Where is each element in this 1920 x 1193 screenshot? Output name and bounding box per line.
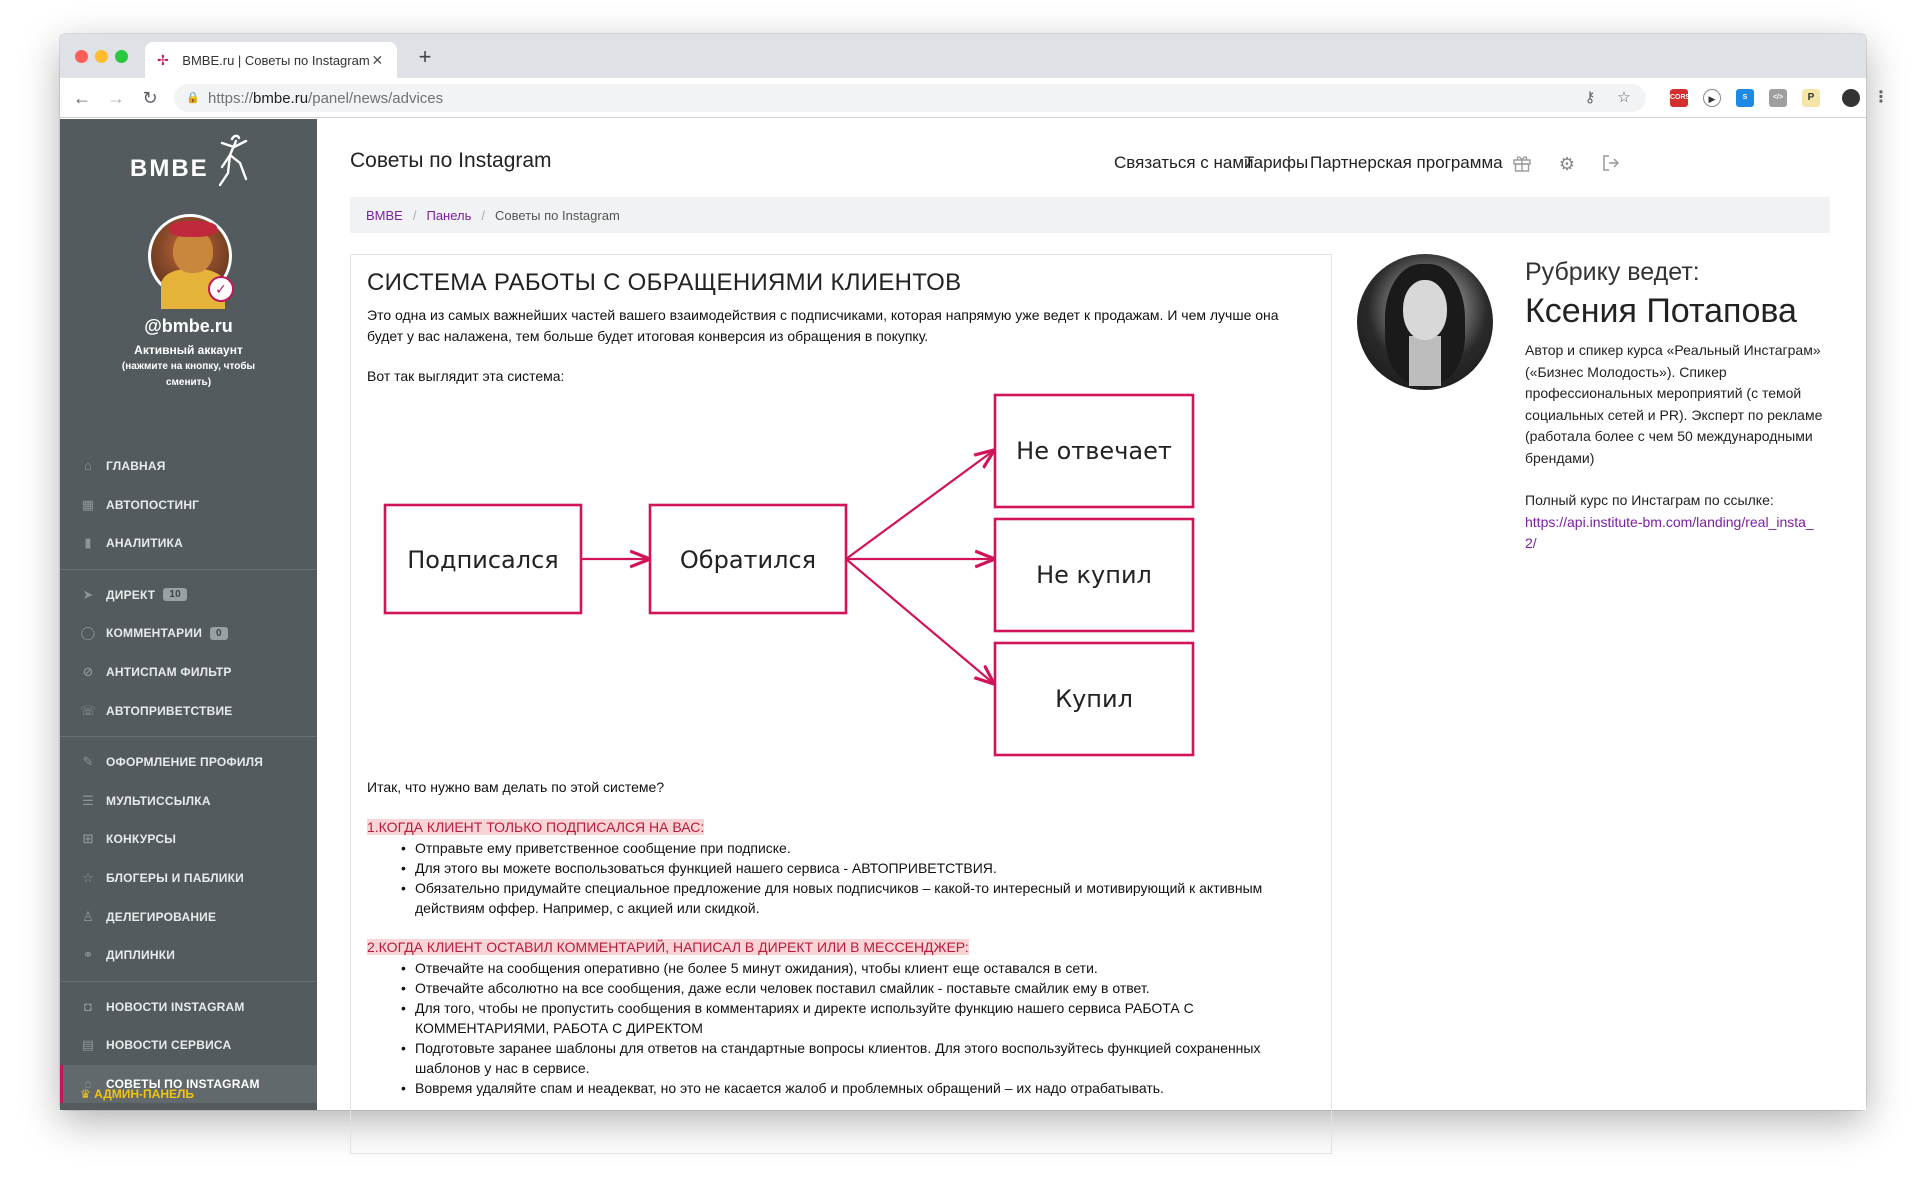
page	[60, 119, 1866, 1110]
arrow-to-no-answer	[846, 451, 993, 559]
node-contacted-label: Обратился	[679, 546, 817, 574]
count-badge: 10	[163, 588, 187, 601]
logout-icon[interactable]	[1600, 153, 1622, 175]
close-window-button[interactable]	[75, 50, 88, 63]
sidebar-item-label: КОММЕНТАРИИ	[106, 626, 203, 641]
account-username[interactable]: @bmbe.ru	[144, 316, 233, 336]
sidebar-item-news[interactable]	[60, 1026, 317, 1064]
sidebar-item-label: АНТИСПАМ ФИЛЬТР	[106, 665, 232, 679]
reload-icon[interactable]: ↻	[142, 88, 158, 108]
comment-icon: ◯	[80, 625, 96, 641]
account-status: Активный аккаунт	[134, 343, 243, 357]
sidebar-item-label: ДЕЛЕГИРОВАНИЕ	[106, 909, 217, 924]
bmbe-favicon-icon: ✢	[157, 52, 169, 68]
author-photo	[1357, 254, 1493, 390]
arrow-to-bought	[846, 559, 993, 683]
browser-tab[interactable]	[145, 42, 397, 78]
section-2-list	[367, 958, 1315, 1098]
switch-account-check-icon[interactable]: ✓	[208, 276, 234, 302]
node-bought-label: Купил	[1055, 685, 1133, 713]
flow-diagram-svg	[367, 387, 1317, 777]
browser-window	[60, 34, 1889, 1110]
sidebar-item-instagram[interactable]	[60, 988, 317, 1026]
sidebar-item-label: СОВЕТЫ ПО INSTAGRAM	[106, 1077, 260, 1091]
sidebar-item-link[interactable]	[60, 936, 317, 974]
main-content	[317, 119, 1866, 1110]
nav-tariffs-link[interactable]: Тарифы	[1244, 153, 1309, 172]
diagram-intro: Вот так выглядит эта система:	[367, 368, 565, 384]
graduation-cap-icon: ⌂	[83, 1076, 93, 1091]
article-question: Итак, что нужно вам делать по этой системе?	[367, 779, 665, 795]
section-1	[367, 817, 1315, 918]
sidebar-item-label: ОФОРМЛЕНИЕ ПРОФИЛЯ	[106, 755, 264, 770]
url-text: https://bmbe.ru/panel/news/advices	[208, 89, 444, 107]
close-tab-icon[interactable]: ✕	[371, 52, 384, 68]
sidebar-item-label: КОНКУРСЫ	[106, 832, 177, 847]
brand-logo-text[interactable]: BMBE	[130, 155, 209, 182]
sidebar-item-gift[interactable]	[60, 820, 317, 858]
sidebar-separator	[60, 736, 317, 737]
sidebar-item-label: АВТОПОСТИНГ	[106, 497, 200, 512]
news-icon: ▤	[81, 1037, 95, 1053]
account-hint: (нажмите на кнопку, чтобы сменить)	[121, 361, 256, 388]
admin-panel-link[interactable]: ♛ АДМИН-ПАНЕЛЬ	[80, 1087, 195, 1101]
author-course	[1525, 490, 1825, 555]
list-item: • Обязательно придумайте специальное предложение для новых подписчиков – какой-то интересный и мотивирующий к активным действиям оффер. Например, с акцией или скидкой.	[405, 878, 1315, 918]
list-item: • Для того, чтобы не пропустить сообщения в комментариях и директе используйте функцию нашего сервиса РАБОТА С КОММЕНТАРИЯМИ, РАБОТА С ДИРЕКТОМ	[405, 998, 1315, 1038]
article-card	[350, 254, 1332, 1154]
code-extension-icon[interactable]: </>	[1769, 89, 1787, 107]
sidebar	[60, 119, 317, 1110]
article-intro: Это одна из самых важнейших частей вашего взаимодействия с подписчиками, которая напрямую уже ведет к продажам. И чем лучше она будет у вас налажена, тем больше будет итоговая конверсия из обращения в покупку.	[367, 307, 1279, 344]
breadcrumb-separator: /	[481, 207, 486, 223]
sidebar-item-star[interactable]	[60, 859, 317, 897]
chart-icon: ▮	[84, 535, 92, 551]
section-2	[367, 937, 1315, 1098]
sidebar-item-list[interactable]	[60, 782, 317, 820]
list-icon: ☰	[82, 792, 94, 808]
sidebar-item-label: АВТОПРИВЕТСТВИЕ	[106, 703, 233, 718]
list-item: • Вовремя удаляйте спам и неадекват, но это не касается жалоб и проблемных обращений – их надо отрабатывать.	[405, 1078, 1315, 1098]
sidebar-item-comment[interactable]	[60, 614, 317, 652]
sidebar-item-welcome[interactable]	[60, 692, 317, 730]
count-badge: 0	[210, 627, 228, 640]
bookmark-star-icon[interactable]: ☆	[1617, 89, 1631, 106]
sidebar-separator	[60, 981, 317, 982]
lock-icon: 🔒	[186, 92, 200, 104]
sidebar-item-label: НОВОСТИ СЕРВИСА	[106, 1038, 232, 1053]
dancer-logo-icon	[212, 133, 252, 189]
forward-arrow-icon[interactable]: →	[107, 88, 125, 108]
sidebar-item-home[interactable]	[60, 447, 317, 485]
calendar-icon: ▦	[81, 496, 95, 512]
breadcrumb-panel-link[interactable]: Панель	[426, 207, 472, 223]
author-course-link[interactable]: https://api.institute-bm.com/landing/real_insta_2/	[1525, 513, 1814, 551]
sidebar-item-label: МУЛЬТИССЫЛКА	[106, 793, 211, 808]
link-icon: ⚭	[82, 947, 94, 963]
p-extension-icon[interactable]: P	[1802, 89, 1820, 107]
sidebar-item-label: ДИРЕКТ	[106, 587, 156, 602]
block-icon: ⊘	[82, 664, 94, 679]
flow-diagram	[367, 387, 1317, 777]
sidebar-item-send[interactable]	[60, 576, 317, 614]
home-icon: ⌂	[83, 458, 93, 473]
instagram-icon: ◘	[83, 998, 93, 1014]
author-bio: Автор и спикер курса «Реальный Инстаграм» («Бизнес Молодость»). Спикер профессиональных мероприятий (с темой социальных сетей и PR). Эксперт по рекламе (работала более с чем 50 международными брендами)	[1525, 342, 1823, 466]
article-title: СИСТЕМА РАБОТЫ С ОБРАЩЕНИЯМИ КЛИЕНТОВ	[367, 269, 962, 296]
minimize-window-button[interactable]	[95, 50, 108, 63]
list-item: • Подготовьте заранее шаблоны для ответов на стандартные вопросы клиентов. Для этого воспользуйтесь функцией сохраненных шаблонов у нас в сервисе.	[405, 1038, 1315, 1078]
section-1-list	[367, 838, 1315, 918]
send-icon: ➤	[82, 586, 94, 602]
breadcrumb-separator: /	[412, 207, 417, 223]
section-2-title: 2.КОГДА КЛИЕНТ ОСТАВИЛ КОММЕНТАРИЙ, НАПИСАЛ В ДИРЕКТ ИЛИ В МЕССЕНДЖЕР:	[367, 939, 969, 955]
brush-icon: ✎	[82, 754, 94, 770]
profile-avatar-icon[interactable]	[1842, 89, 1860, 107]
author-course-text: Полный курс по Инстаграм по ссылке:	[1525, 492, 1774, 508]
sidebar-item-label: ГЛАВНАЯ	[106, 459, 166, 473]
node-not-bought-label: Не купил	[1036, 561, 1152, 589]
breadcrumb-bmbe-link[interactable]: BMBE	[366, 207, 403, 223]
maximize-window-button[interactable]	[115, 50, 128, 63]
gift-icon[interactable]	[1511, 153, 1533, 175]
sidebar-item-brush[interactable]	[60, 743, 317, 781]
list-item: • Отвечайте абсолютно на все сообщения, даже если человек поставил смайлик - поставьте смайлик ему в ответ.	[405, 978, 1315, 998]
node-subscribed-label: Подписался	[407, 546, 559, 574]
author-label: Рубрику ведет:	[1525, 258, 1700, 286]
settings-gear-icon[interactable]: ⚙	[1558, 154, 1576, 174]
node-no-answer-label: Не отвечает	[1016, 437, 1172, 465]
nav-contact-link[interactable]: Связаться с нами	[1114, 153, 1254, 172]
sidebar-item-label: НОВОСТИ INSTAGRAM	[106, 999, 245, 1014]
sidebar-item-label: БЛОГЕРЫ И ПАБЛИКИ	[106, 871, 244, 885]
tab-bar	[60, 34, 1866, 78]
breadcrumb	[350, 197, 1830, 233]
star-icon: ☆	[82, 870, 94, 885]
section-1-title: 1.КОГДА КЛИЕНТ ТОЛЬКО ПОДПИСАЛСЯ НА ВАС:	[367, 819, 705, 835]
key-icon[interactable]: ⚷	[1584, 89, 1596, 106]
author-name: Ксения Потапова	[1525, 292, 1797, 330]
cors-extension-icon[interactable]: CORS	[1670, 89, 1688, 107]
welcome-icon: ☏	[80, 702, 97, 718]
s-extension-icon[interactable]: S	[1736, 89, 1754, 107]
browser-toolbar	[60, 78, 1889, 118]
nav-partner-link[interactable]: Партнерская программа	[1310, 153, 1503, 172]
menu-kebab-icon[interactable]: ⋮	[1873, 89, 1889, 106]
breadcrumb-current: Советы по Instagram	[495, 207, 620, 223]
new-tab-button[interactable]: +	[418, 44, 432, 69]
sidebar-separator	[60, 569, 317, 570]
list-item: • Для этого вы можете воспользоваться функцией нашего сервиса - АВТОПРИВЕТСТВИЯ.	[405, 858, 1315, 878]
back-arrow-icon[interactable]: ←	[73, 88, 91, 108]
sidebar-item-label: ДИПЛИНКИ	[106, 948, 176, 963]
list-item: • Отвечайте на сообщения оперативно (не более 5 минут ожидания), чтобы клиент еще оставался в сети.	[405, 958, 1315, 978]
sidebar-item-label: АНАЛИТИКА	[106, 536, 183, 551]
user-icon: ♙	[82, 908, 94, 924]
sidebar-item-chart[interactable]	[60, 524, 317, 562]
page-title: Советы по Instagram	[350, 149, 552, 172]
tab-title: BMBE.ru | Советы по Instagram	[182, 52, 370, 68]
sidebar-item-block[interactable]	[60, 653, 317, 691]
gift-icon: ⊞	[82, 831, 94, 847]
sidebar-item-user[interactable]	[60, 898, 317, 936]
list-item: • Отправьте ему приветственное сообщение при подписке.	[405, 838, 1315, 858]
address-bar[interactable]	[174, 84, 1646, 112]
play-extension-icon[interactable]: ▶	[1703, 89, 1721, 107]
sidebar-item-calendar[interactable]	[60, 486, 317, 524]
